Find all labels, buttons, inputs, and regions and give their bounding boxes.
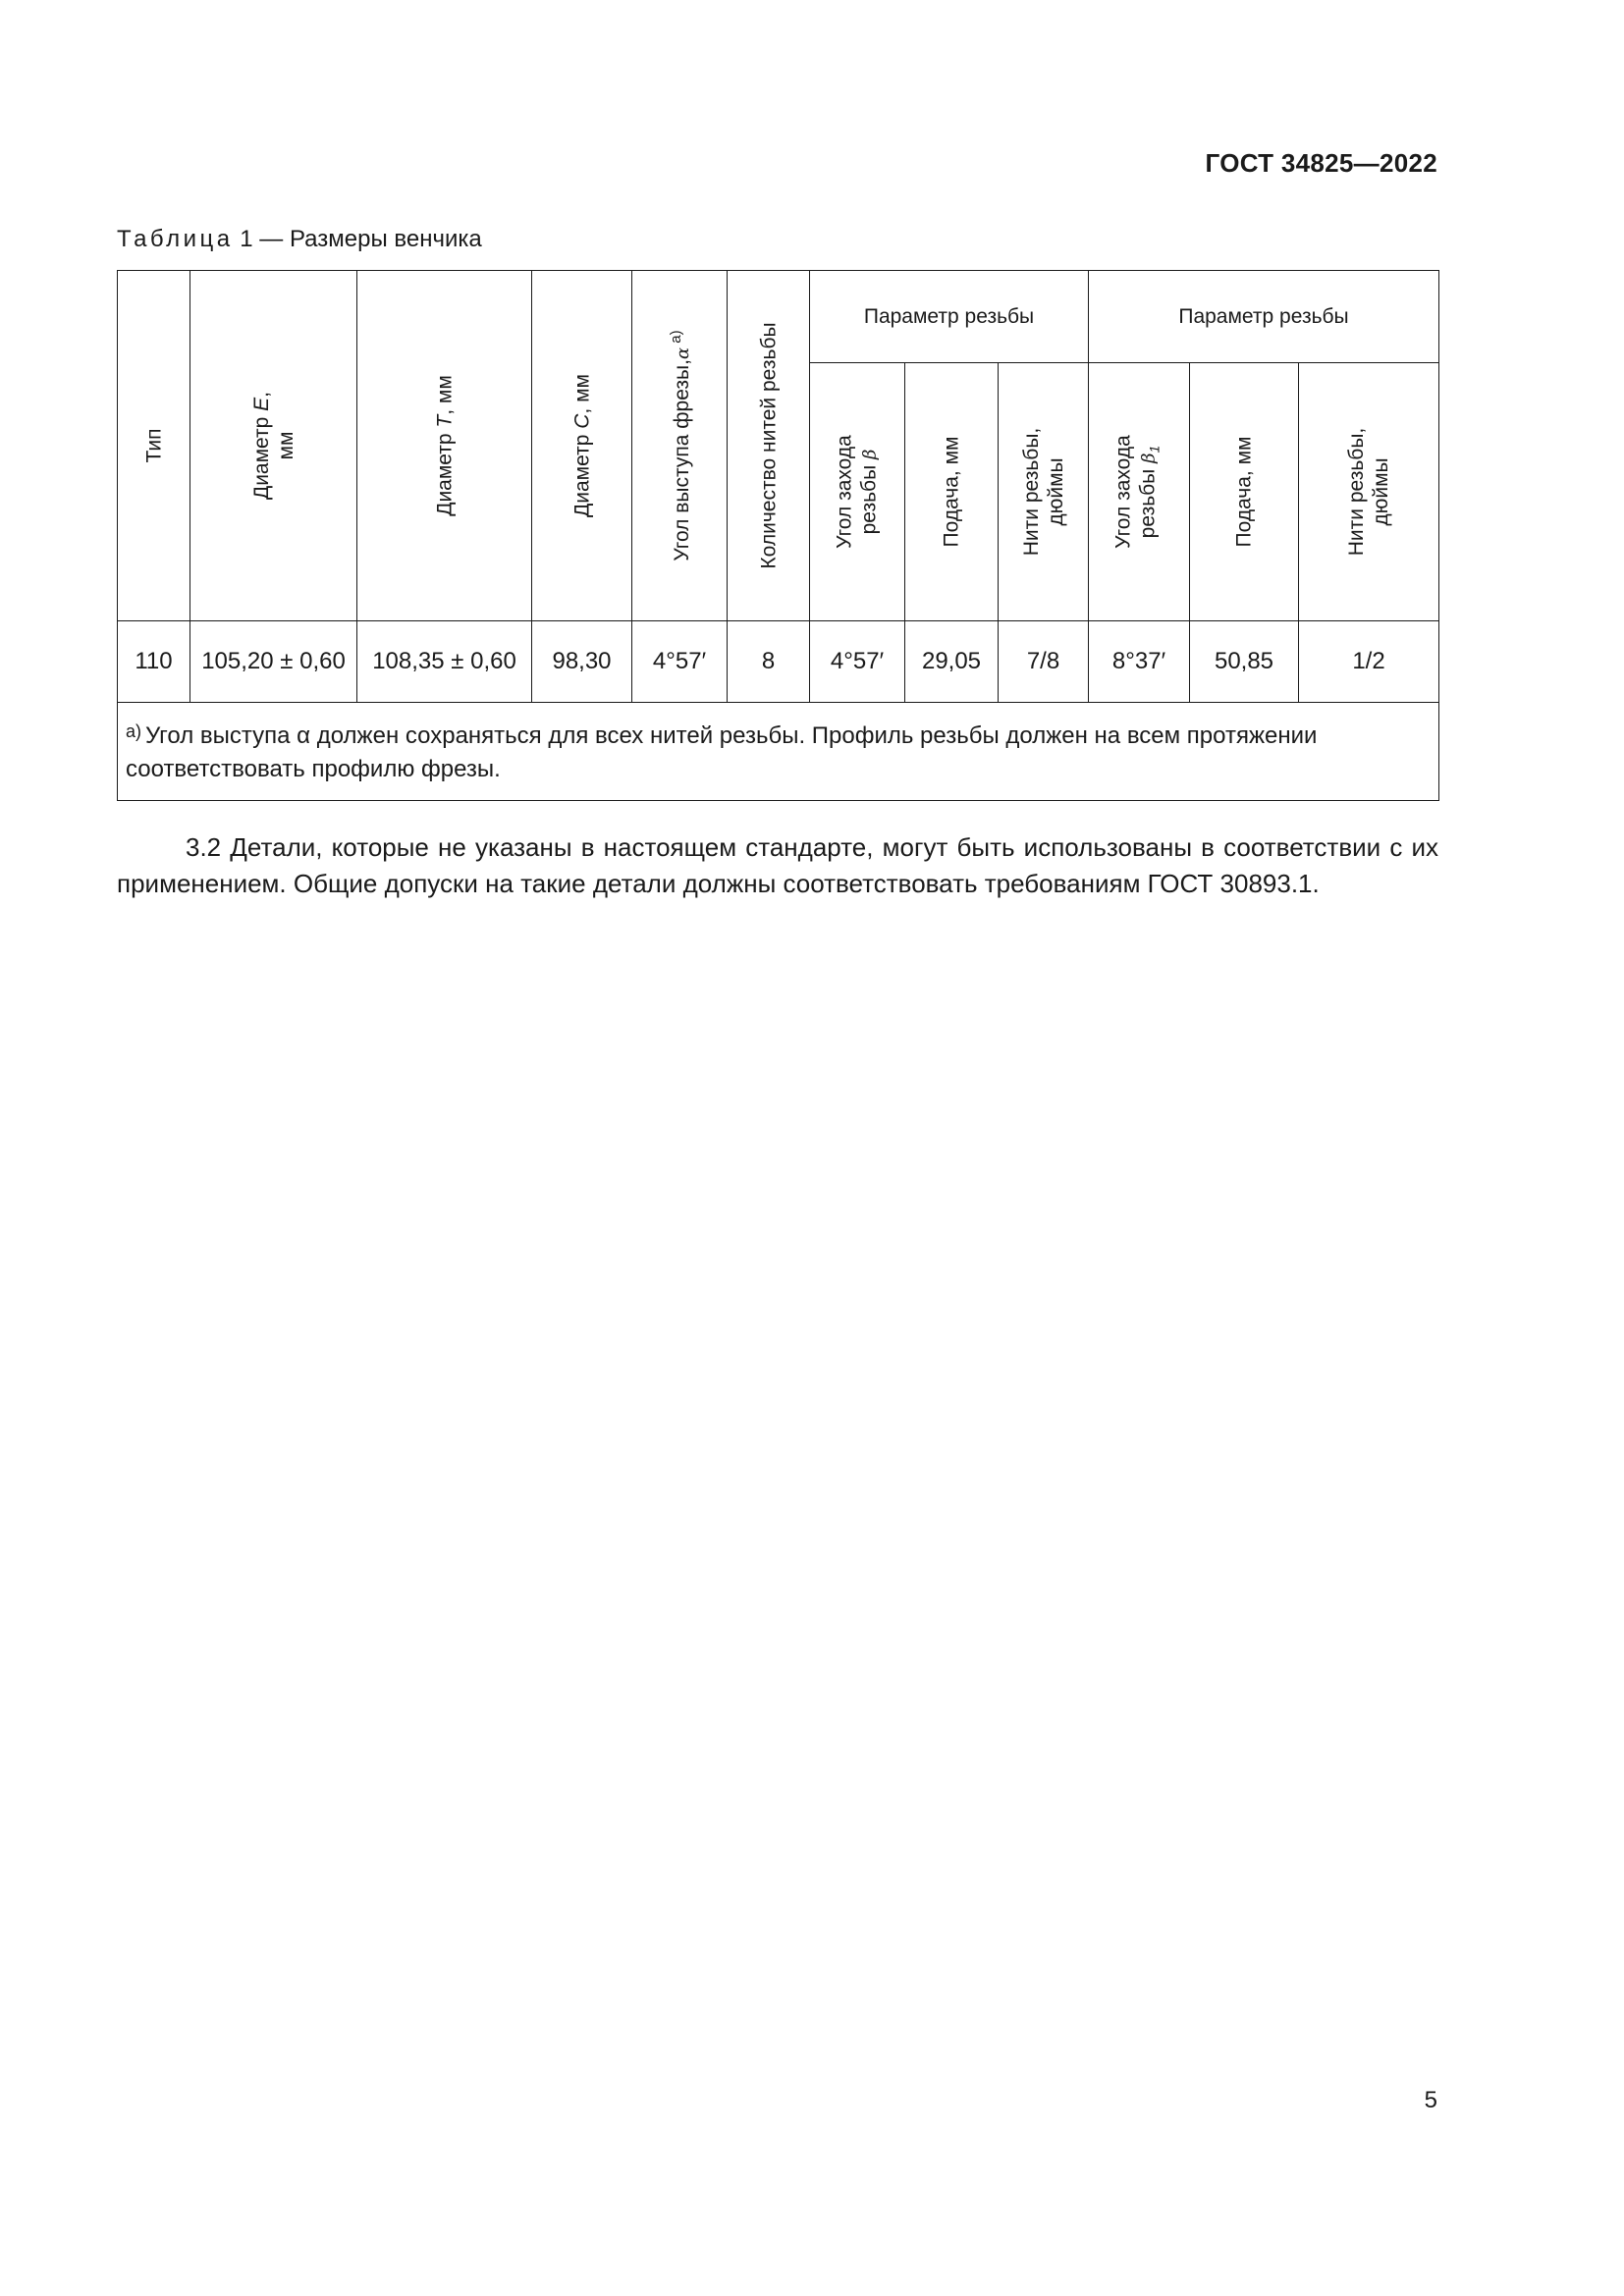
header-g1-feed: Подача, мм [905, 363, 999, 621]
header-g2-threads: Нити резьбы, дюймы [1299, 363, 1439, 621]
table-caption [117, 226, 482, 253]
header-diameter-c: Диаметр C, мм [532, 271, 632, 621]
paragraph-3-2: 3.2 Детали, которые не указаны в настоящем стандарте, могут быть использованы в соответствии с их применением. Общие допуски на такие детали должны соответствовать требованиям ГОСТ 30893.1. [117, 832, 1438, 898]
header-diameter-e: Диаметр E, мм [190, 271, 357, 621]
cell-g1-threads: 7/8 [999, 621, 1089, 703]
table-footnote [118, 703, 1439, 801]
standard-designation: ГОСТ 34825—2022 [1205, 148, 1437, 178]
header-diameter-t: Диаметр T, мм [357, 271, 532, 621]
cell-diameter-e: 105,20 ± 0,60 [190, 621, 357, 703]
footnote-text: Угол выступа α должен сохраняться для всех нитей резьбы. Профиль резьбы должен на всем протяжении соответствовать профилю фрезы. [126, 722, 1318, 782]
cell-g2-entry-angle: 8°37′ [1089, 621, 1190, 703]
table-row [118, 621, 1439, 703]
header-thread-param-1: Параметр резьбы [810, 271, 1089, 363]
table-caption-prefix: Таблица [117, 226, 234, 252]
cell-g1-entry-angle: 4°57′ [810, 621, 905, 703]
cell-thread-count: 8 [728, 621, 810, 703]
body-paragraph [117, 829, 1438, 902]
page-number: 5 [1424, 2087, 1437, 2113]
header-thread-count: Количество нитей резьбы [728, 271, 810, 621]
cell-g1-feed: 29,05 [905, 621, 999, 703]
header-g1-threads: Нити резьбы, дюймы [999, 363, 1089, 621]
header-thread-param-2: Параметр резьбы [1089, 271, 1439, 363]
header-cutter-angle: Угол выступа фрезы,α $^{а)}$ [632, 271, 728, 621]
cell-diameter-c: 98,30 [532, 621, 632, 703]
dimensions-table [117, 270, 1439, 801]
cell-diameter-t: 108,35 ± 0,60 [357, 621, 532, 703]
header-g2-entry-angle: Угол захода резьбы $\beta_1$ [1089, 363, 1190, 621]
table-caption-title: 1 — Размеры венчика [233, 226, 482, 252]
header-g1-entry-angle: Угол захода резьбы β [810, 363, 905, 621]
header-g2-feed: Подача, мм [1190, 363, 1299, 621]
cell-type: 110 [118, 621, 190, 703]
cell-g2-threads: 1/2 [1299, 621, 1439, 703]
cell-cutter-angle: 4°57′ [632, 621, 728, 703]
cell-g2-feed: 50,85 [1190, 621, 1299, 703]
footnote-mark: а) [126, 721, 142, 741]
header-type: Тип [118, 271, 190, 621]
